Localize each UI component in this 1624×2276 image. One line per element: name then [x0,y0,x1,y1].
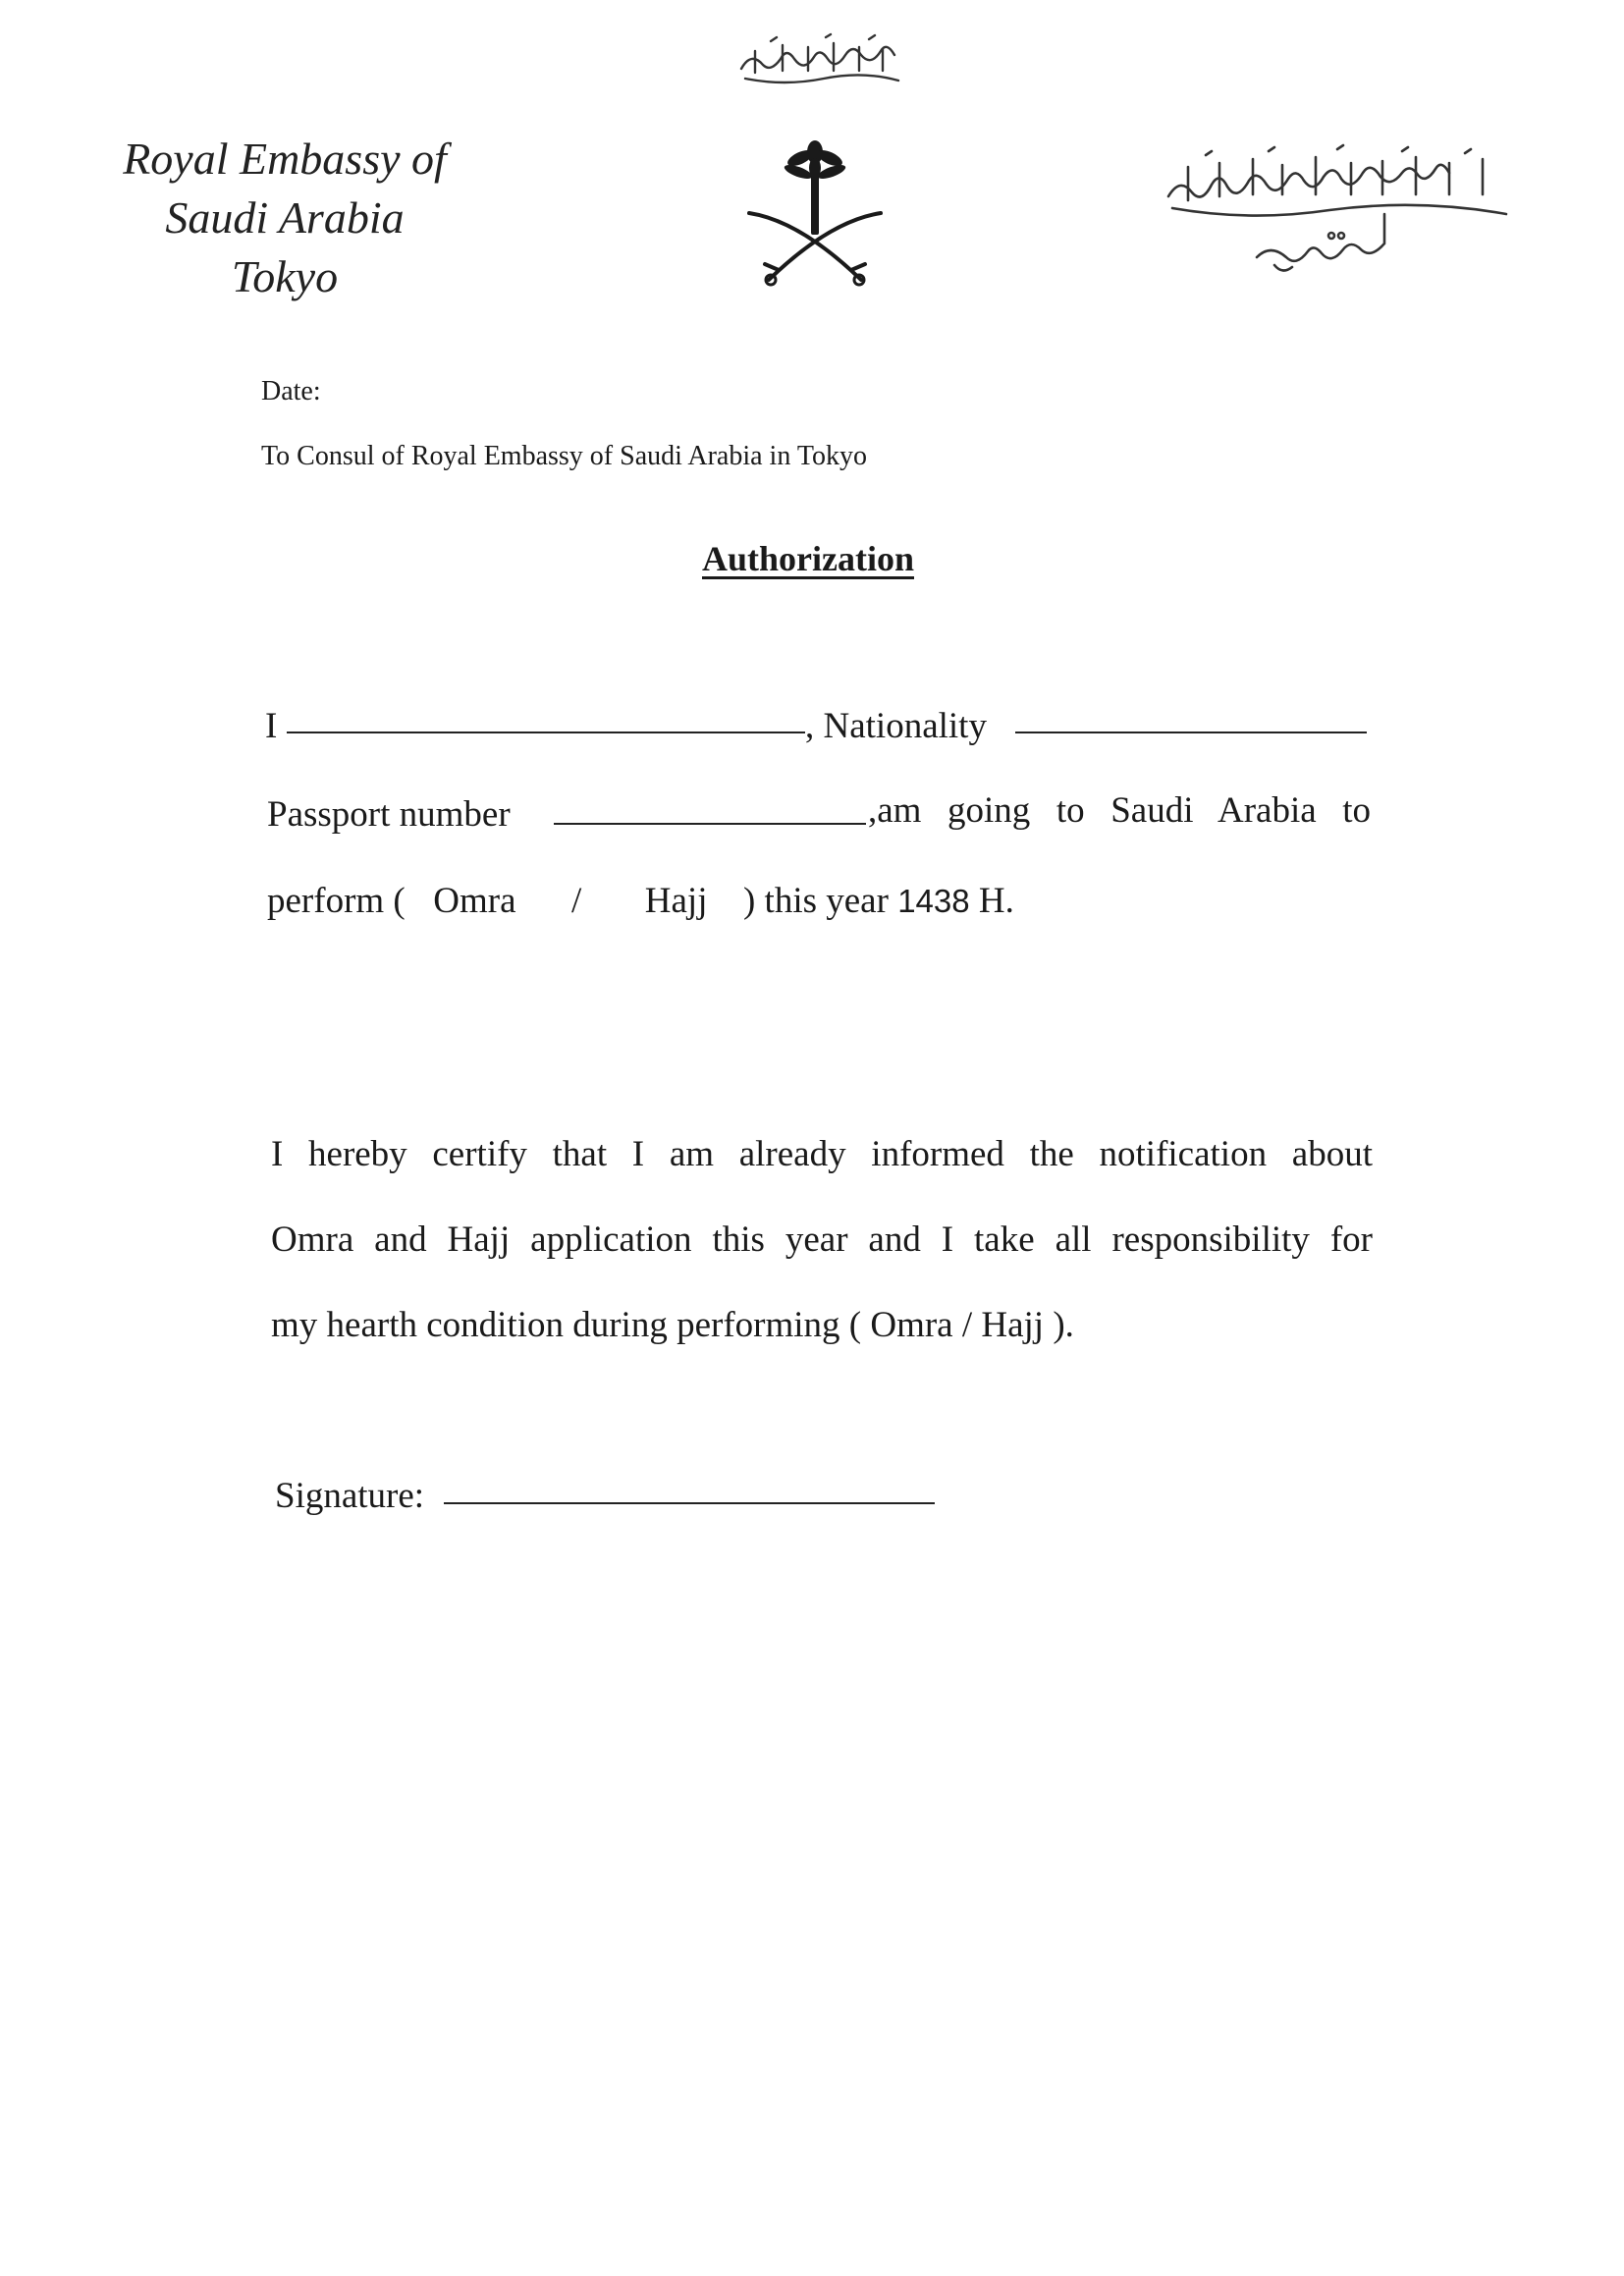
certification-line-1: I hereby certify that I am already informed the notification about [271,1134,1373,1174]
embassy-line-2: Saudi Arabia [165,192,405,243]
name-label: I [265,706,278,746]
passport-field-line[interactable] [554,823,866,825]
embassy-name-english [88,130,481,306]
signature-field-line[interactable] [444,1502,935,1504]
this-year-label: ) this year [742,881,889,921]
perform-line [267,880,1014,922]
perform-prefix: perform ( [267,881,406,921]
certification-line-3: my hearth condition during performing ( Omra / Hajj ). [271,1305,1074,1345]
signature-label: Signature: [275,1476,425,1516]
passport-suffix: ,am going to Saudi Arabia to [868,790,1371,831]
year-value[interactable]: 1438 [897,883,970,919]
embassy-line-3: Tokyo [231,251,339,301]
nationality-field-line[interactable] [1015,732,1367,733]
saudi-palm-swords-emblem-icon [741,133,889,290]
certification-line-2: Omra and Hajj application this year and I take all responsibility for [271,1219,1373,1260]
hajj-option[interactable]: Hajj [644,881,708,921]
name-field-line[interactable] [287,732,805,733]
embassy-line-1: Royal Embassy of [123,134,447,184]
basmala-calligraphy [731,29,908,88]
option-separator: / [571,881,582,921]
year-suffix: H. [978,881,1014,921]
passport-label: Passport number [267,794,511,835]
recipient-line: To Consul of Royal Embassy of Saudi Arabia in Tokyo [261,441,867,471]
embassy-name-arabic-calligraphy [1159,137,1512,285]
date-label: Date: [261,376,321,406]
omra-option[interactable]: Omra [433,881,516,921]
nationality-label: , Nationality [805,706,987,746]
document-title: Authorization [702,539,914,578]
